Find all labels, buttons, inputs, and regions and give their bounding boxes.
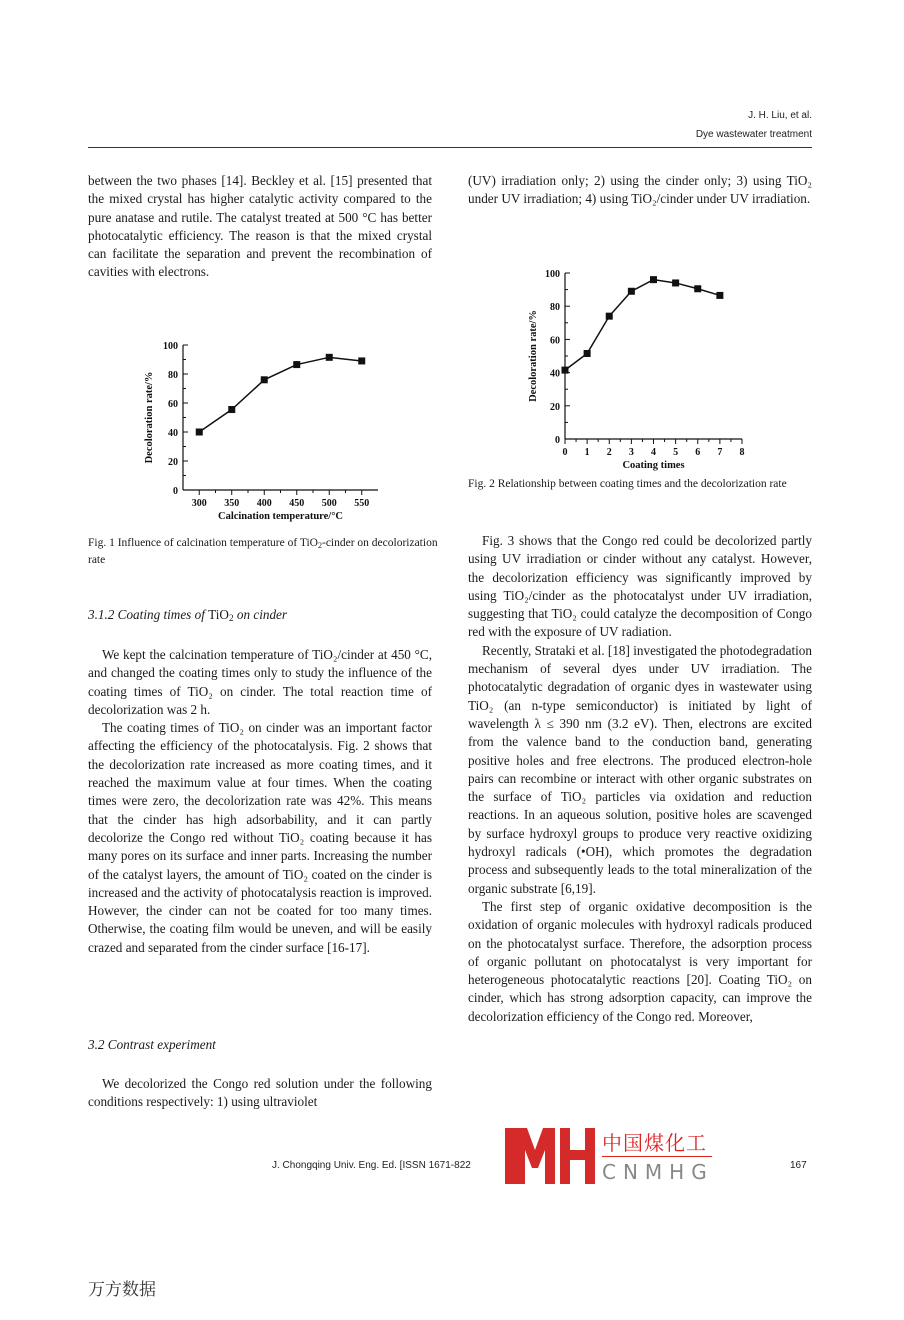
data-point-marker — [562, 367, 569, 374]
svg-text:Calcination temperature/°C: Calcination temperature/°C — [217, 511, 344, 522]
svg-text:80: 80 — [168, 370, 178, 381]
watermark-chinese-text: 中国煤化工 — [602, 1131, 707, 1155]
source-watermark: 万方数据 — [88, 1280, 156, 1300]
data-line — [199, 357, 362, 432]
header-authors: J. H. Liu, et al. — [748, 110, 812, 121]
svg-text:100: 100 — [545, 269, 560, 280]
data-point-marker — [694, 285, 701, 292]
svg-text:3: 3 — [628, 447, 634, 458]
svg-text:450: 450 — [289, 498, 305, 509]
svg-text:350: 350 — [224, 498, 240, 509]
data-point-marker — [650, 276, 657, 283]
chart-axes — [528, 269, 745, 471]
data-point-marker — [196, 429, 203, 436]
svg-text:Coating times: Coating times — [622, 460, 685, 471]
figure-1-caption: Fig. 1 Influence of calcination temperature of TiO$_2$-cinder on decolorization rate — [88, 537, 438, 566]
svg-text:40: 40 — [550, 368, 560, 380]
svg-text:2: 2 — [606, 447, 612, 458]
svg-text:1: 1 — [584, 447, 590, 458]
figure-2-chart — [522, 258, 772, 473]
svg-text:300: 300 — [191, 498, 207, 509]
header-rule — [88, 147, 812, 148]
data-point-marker — [261, 376, 268, 383]
paragraph-strataki-mechanism: Recently, Strataki et al. [18] investigated the photodegradation mechanism of several dyes under UV irradiation. The photocatalytic degradation of organic dyes in wastewater using TiO₂ (an n-type semiconductor) is initiated by light of wavelength λ ≤ 390 nm (3.2 eV). Then, electrons are excited from the valence band to the conduction band, generating positive holes and free electrons. The produced electron-hole pairs can recombine or interact with other organic substrates on the surface of TiO₂ particles via oxidation and reduction reactions. In an aqueous solution, positive holes are scavenged by surface hydroxyl groups to produce very reactive oxidizing hydroxyl radicals (•OH), which promotes the degradation process and subsequently leads to the total mineralization of the organic substrate [6,19]. — [468, 642, 812, 896]
data-point-marker — [628, 288, 635, 295]
svg-text:Decoloration rate/%: Decoloration rate/% — [144, 371, 155, 464]
data-point-marker — [584, 350, 591, 357]
section-3-1-2-body — [88, 646, 432, 957]
header-running-title: Dye wastewater treatment — [695, 129, 812, 140]
watermark-latin-text: CNMHG — [602, 1160, 714, 1184]
svg-text:5: 5 — [673, 447, 679, 458]
chart-axes — [144, 341, 378, 522]
data-point-marker — [606, 313, 613, 320]
right-column-body — [468, 532, 812, 1026]
svg-text:4: 4 — [651, 447, 656, 458]
data-point-marker — [358, 357, 365, 364]
data-point-marker — [326, 354, 333, 361]
svg-text:8: 8 — [739, 447, 745, 458]
section-heading-3-1-2: 3.1.2 Coating times of TiO$_2$ on cinder — [88, 607, 288, 623]
svg-text:0: 0 — [562, 447, 568, 458]
data-point-marker — [293, 361, 300, 368]
figure-2-caption: Fig. 2 Relationship between coating times and the decolorization rate — [468, 478, 787, 490]
paragraph-contrast-experiment: We decolorized the Congo red solution under the following conditions respectively: 1) using ultraviolet — [88, 1076, 432, 1110]
svg-text:20: 20 — [550, 401, 560, 413]
svg-text:6: 6 — [695, 447, 701, 458]
svg-text:0: 0 — [555, 435, 560, 446]
data-point-marker — [672, 279, 679, 286]
watermark-divider — [602, 1156, 712, 1157]
figure-1-chart — [140, 330, 390, 530]
page-number: 167 — [790, 1160, 807, 1171]
svg-text:100: 100 — [163, 341, 178, 352]
svg-text:7: 7 — [717, 447, 723, 458]
right-column-top — [468, 172, 812, 209]
paragraph-coating-setup: We kept the calcination temperature of TiO₂/cinder at 450 °C, and changed the coating times only to study the influence of the coating times of TiO₂ on cinder. The total reaction time of decolorization was 2 h. — [88, 647, 432, 717]
svg-text:0: 0 — [173, 486, 178, 497]
svg-text:20: 20 — [168, 457, 178, 468]
svg-text:80: 80 — [550, 302, 560, 314]
svg-text:550: 550 — [354, 498, 370, 509]
footer-journal: J. Chongqing Univ. Eng. Ed. [ISSN 1671-822 — [272, 1160, 471, 1171]
paragraph-fig3-discussion: Fig. 3 shows that the Congo red could be decolorized partly using UV irradiation or cinder without any catalyst. However, the decolorization efficiency was significantly improved by using TiO₂/cinder as the photocatalyst under UV irradiation, suggesting that TiO₂ could catalyze the decomposition of Congo red with the exposure of UV radiation. — [468, 533, 812, 640]
paragraph-oxidative-decomposition: The first step of organic oxidative decomposition is the oxidation of organic molecules with hydroxyl radicals produced on the photocatalyst surface. Therefore, the adsorption process of organic pollutant on photocatalyst is very important for heterogeneous photocatalytic reactions [20]. Coating TiO₂ on cinder, which has strong adsorption capacity, can improve the decolorization efficiency of the Congo red. Moreover, — [468, 898, 812, 1024]
paragraph-intro: between the two phases [14]. Beckley et al. [15] presented that the mixed crystal has higher catalytic activity compared to the pure anatase and rutile. The catalyst treated at 500 °C has better photocatalytic efficiency. The reason is that the mixed crystal can facilitate the separation and prevent the recombination of cavities with electrons. — [88, 173, 432, 280]
svg-text:60: 60 — [550, 335, 560, 347]
svg-text:40: 40 — [168, 428, 178, 439]
paragraph-coating-results: The coating times of TiO₂ on cinder was an important factor affecting the efficiency of the photocatalysis. Fig. 2 shows that the decolorization rate increased as more coating times, and it reached the maximum value at four times. When the coating times were zero, the decolorization rate was 42%. This means that the cinder has high adsorbability, and it can partly decolorize the Congo red without TiO₂ coating because it has many pores on its surface and inner parts. Increasing the number of the catalyst layers, the amount of TiO₂ coated on the cinder is increased and the activity of photocatalysis reaction is improved. However, the cinder can not be coated for too many times. Otherwise, the coating film would be uneven, and will be easily crazed and separated from the cinder surface [16-17]. — [88, 720, 432, 955]
data-point-marker — [716, 292, 723, 299]
data-point-marker — [228, 406, 235, 413]
paragraph-conditions: (UV) irradiation only; 2) using the cinder only; 3) using TiO₂ under UV irradiation; 4) using TiO₂/cinder under UV irradiation. — [468, 173, 812, 207]
svg-text:400: 400 — [256, 498, 272, 509]
watermark-logo-icon — [505, 1128, 595, 1184]
svg-text:Decoloration rate/%: Decoloration rate/% — [528, 310, 539, 402]
svg-text:500: 500 — [321, 498, 337, 509]
section-heading-3-2: 3.2 Contrast experiment — [88, 1037, 216, 1052]
left-column — [88, 172, 432, 282]
svg-text:60: 60 — [168, 399, 178, 410]
section-3-2-body — [88, 1075, 432, 1112]
figure-2-plot — [522, 258, 772, 473]
figure-1-plot — [140, 330, 390, 530]
